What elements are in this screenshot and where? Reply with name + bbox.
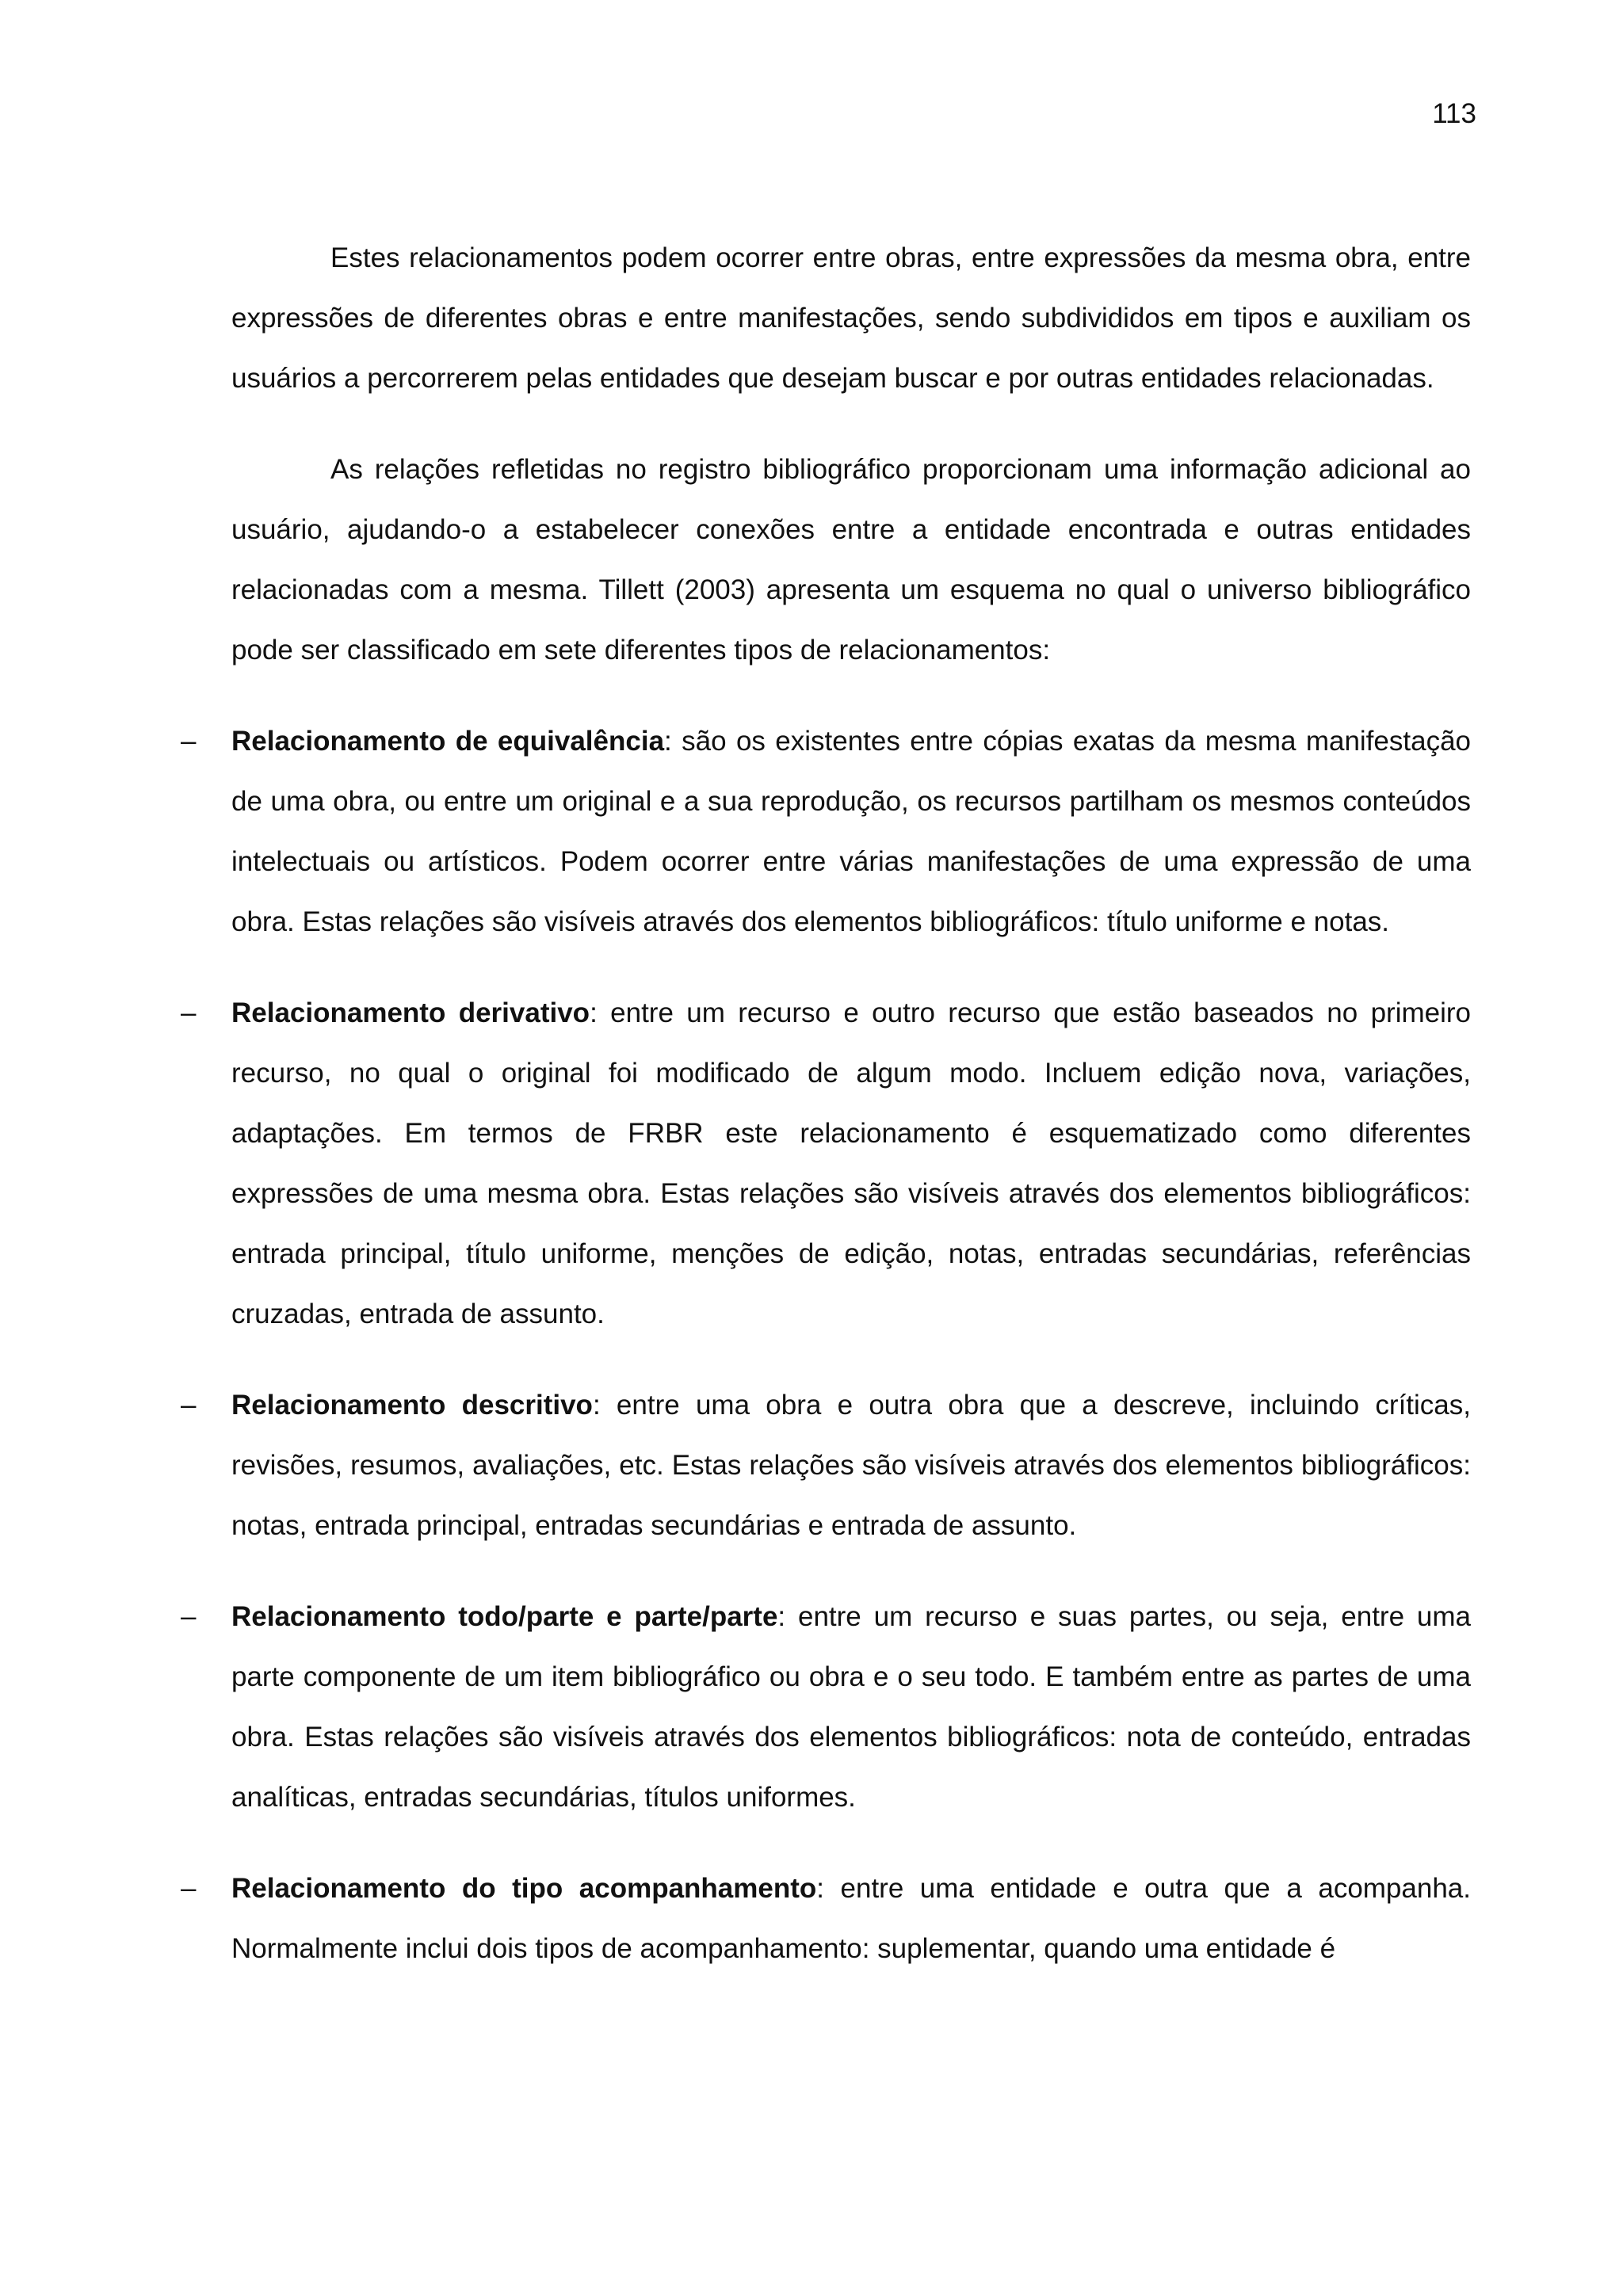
relationship-description: : entre um recurso e outro recurso que estão baseados no primeiro recurso, no qual o original foi modificado de algum modo. Incluem edição nova, variações, adaptações. Em termos de FRBR este relacionamento é esquematizado como diferentes expressões de uma mesma obra. Estas relações são visíveis através dos elementos bibliográficos: entrada principal, título uniforme, menções de edição, notas, entradas secundárias, referências cruzadas, entrada de assunto. <box>231 997 1471 1329</box>
page-body <box>181 228 1471 2010</box>
relationship-term: Relacionamento descritivo <box>231 1390 593 1421</box>
page-number: 113 <box>1432 98 1476 129</box>
relationship-description: : são os existentes entre cópias exatas da mesma manifestação de uma obra, ou entre um original e a sua reprodução, os recursos partilham os mesmos conteúdos intelectuais ou artísticos. Podem ocorrer entre várias manifestações de uma expressão de uma obra. Estas relações são visíveis através dos elementos bibliográficos: título uniforme e notas. <box>231 726 1471 937</box>
relationship-term: Relacionamento de equivalência <box>231 726 665 757</box>
relationship-type-list <box>181 711 1471 1979</box>
list-item <box>181 1375 1471 1556</box>
relationship-description: : entre uma obra e outra obra que a descreve, incluindo críticas, revisões, resumos, avaliações, etc. Estas relações são visíveis através dos elementos bibliográficos: notas, entrada principal, entradas secundárias e entrada de assunto. <box>231 1390 1471 1541</box>
dash-bullet-icon: – <box>181 1601 197 1632</box>
list-item <box>181 1587 1471 1828</box>
body-paragraph: Estes relacionamentos podem ocorrer entre obras, entre expressões da mesma obra, entre expressões de diferentes obras e entre manifestações, sendo subdivididos em tipos e auxiliam os usuários a percorrerem pelas entidades que desejam buscar e por outras entidades relacionadas. <box>231 242 1471 394</box>
dash-bullet-icon: – <box>181 726 197 757</box>
dash-bullet-icon: – <box>181 997 197 1028</box>
relationship-term: Relacionamento derivativo <box>231 997 590 1028</box>
list-item <box>181 983 1471 1344</box>
relationship-term: Relacionamento todo/parte e parte/parte <box>231 1601 778 1632</box>
relationship-description: : entre uma entidade e outra que a acompanha. Normalmente inclui dois tipos de acompanhamento: suplementar, quando uma entidade é <box>231 1873 1471 1964</box>
dash-bullet-icon: – <box>181 1390 197 1421</box>
body-paragraph: As relações refletidas no registro bibliográfico proporcionam uma informação adicional ao usuário, ajudando-o a estabelecer conexões entre a entidade encontrada e outras entidades relacionadas com a mesma. Tillett (2003) apresenta um esquema no qual o universo bibliográfico pode ser classificado em sete diferentes tipos de relacionamentos: <box>231 454 1471 666</box>
relationship-term: Relacionamento do tipo acompanhamento <box>231 1873 817 1904</box>
list-item <box>181 711 1471 952</box>
dash-bullet-icon: – <box>181 1873 197 1904</box>
relationship-description: : entre um recurso e suas partes, ou seja, entre uma parte componente de um item bibliográfico ou obra e o seu todo. E também entre as partes de uma obra. Estas relações são visíveis através dos elementos bibliográficos: nota de conteúdo, entradas analíticas, entradas secundárias, títulos uniformes. <box>231 1601 1471 1813</box>
list-item <box>181 1859 1471 1979</box>
